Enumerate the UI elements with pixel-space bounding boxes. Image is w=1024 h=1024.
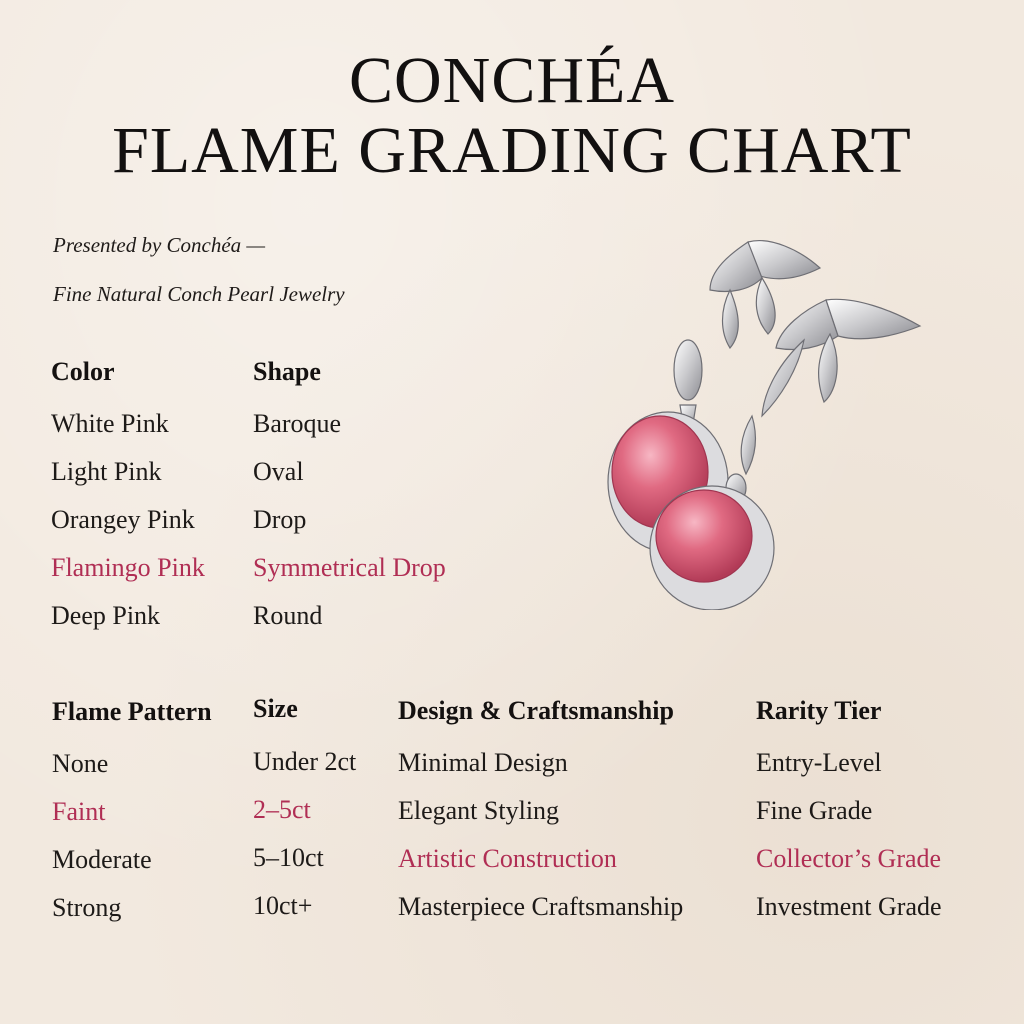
color-header: Color	[51, 357, 115, 386]
brand-title: CONCHÉA	[348, 44, 675, 117]
shape-item: Round	[253, 601, 323, 630]
color-item: Light Pink	[51, 457, 162, 486]
design-item: Masterpiece Craftsmanship	[398, 892, 684, 921]
rarity-item: Fine Grade	[756, 796, 873, 825]
subtitle-presented-by: Presented by Conchéa —	[53, 233, 266, 257]
flame-pattern-header: Flame Pattern	[52, 697, 212, 726]
size-header: Size	[253, 694, 298, 723]
color-item: Deep Pink	[51, 601, 161, 630]
rarity-item-highlighted: Collector’s Grade	[756, 844, 942, 873]
design-item: Minimal Design	[398, 748, 568, 777]
flame-item: Strong	[52, 893, 122, 922]
shape-item-highlighted: Symmetrical Drop	[253, 553, 446, 582]
color-item-highlighted: Flamingo Pink	[51, 553, 205, 582]
size-item: 5–10ct	[253, 843, 324, 872]
color-item: Orangey Pink	[51, 505, 195, 534]
rarity-item: Investment Grade	[756, 892, 942, 921]
conch-pearl-earrings-illustration	[580, 230, 940, 610]
size-item: Under 2ct	[253, 747, 357, 776]
shape-item: Baroque	[253, 409, 342, 438]
design-item-highlighted: Artistic Construction	[398, 844, 617, 873]
earrings-image	[580, 230, 940, 610]
color-item: White Pink	[51, 409, 169, 438]
subtitle-description: Fine Natural Conch Pearl Jewelry	[53, 282, 345, 306]
rarity-item: Entry-Level	[756, 748, 882, 777]
size-item: 10ct+	[253, 891, 313, 920]
flame-item: None	[52, 749, 109, 778]
shape-item: Oval	[253, 457, 304, 486]
shape-header: Shape	[253, 357, 321, 386]
flame-item: Moderate	[52, 845, 152, 874]
rarity-header: Rarity Tier	[756, 696, 882, 725]
design-header: Design & Craftsmanship	[398, 696, 674, 725]
flame-item-highlighted: Faint	[52, 797, 106, 826]
chart-title: FLAME GRADING CHART	[112, 114, 912, 187]
shape-item: Drop	[253, 505, 307, 534]
design-item: Elegant Styling	[398, 796, 560, 825]
size-item-highlighted: 2–5ct	[253, 795, 311, 824]
